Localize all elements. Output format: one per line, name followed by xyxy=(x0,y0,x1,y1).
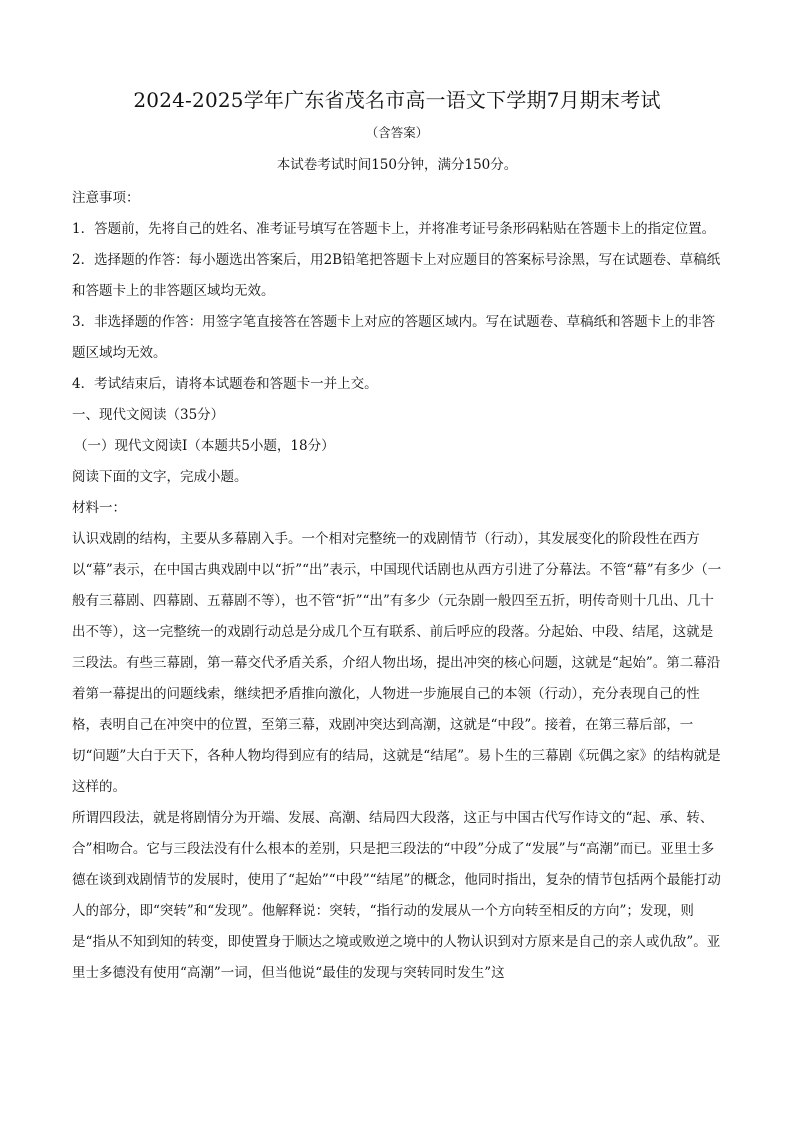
notice-item: 3．非选择题的作答：用签字笔直接答在答题卡上对应的答题区域内。写在试题卷、草稿纸和答题卡上的非答题区域均无效。 xyxy=(72,314,716,361)
notice-item: 2．选择题的作答：每小题选出答案后，用2B铅笔把答题卡上对应题目的答案标号涂黑，写在试题卷、草稿纸和答题卡上的非答题区域均无效。 xyxy=(72,252,721,299)
page-title: 2024-2025学年广东省茂名市高一语文下学期7月期末考试 xyxy=(133,88,661,112)
material-label: 材料一： xyxy=(72,500,126,516)
page-subtitle: （含答案） xyxy=(365,125,429,140)
document-body xyxy=(72,183,726,989)
reading-instruction: 阅读下面的文字，完成小题。 xyxy=(72,469,248,485)
section-subheading: （一）现代文阅读Ⅰ（本题共5小题，18分） xyxy=(74,438,335,454)
material-paragraph: 所谓四段法，就是将剧情分为开端、发展、高潮、结局四大段落，这正与中国古代写作诗文的“起、承、转、合”相吻合。它与三段法没有什么根本的差别，只是把三段法的“中段”分成了“发展”与“高潮”而已。亚里士多德在谈到戏剧情节的发展时，使用了“起始”“中段”“结尾”的概念，他同时指出，复杂的情节包括两个最能打动人的部分，即“突转”和“发现”。他解释说：突转，“指行动的发展从一个方向转至相反的方向”；发现，则是“指从不知到知的转变，即使置身于顺达之境或败逆之境中的人物认识到对方原来是自己的亲人或仇敌”。亚里士多德没有使用“高潮”一词，但当他说“最佳的发现与突转同时发生”这 xyxy=(72,810,721,981)
section-heading: 一、现代文阅读（35分） xyxy=(72,407,225,423)
material-paragraph: 认识戏剧的结构，主要从多幕剧入手。一个相对完整统一的戏剧情节（行动），其发展变化的阶段性在西方以“幕”表示，在中国古典戏剧中以“折”“出”表示，中国现代话剧也从西方引进了分幕法。不管“幕”有多少（一般有三幕剧、四幕剧、五幕剧不等），也不管“折”“出”有多少（元杂剧一般四至五折，明传奇则十几出、几十出不等），这一完整统一的戏剧行动总是分成几个互有联系、前后呼应的段落。分起始、中段、结尾，这就是三段法。有些三幕剧，第一幕交代矛盾关系，介绍人物出场，提出冲突的核心问题，这就是“起始”。第二幕沿着第一幕提出的问题线索，继续把矛盾推向激化，人物进一步施展自己的本领（行动），充分表现自己的性格，表明自己在冲突中的位置，至第三幕，戏剧冲突达到高潮，这就是“中段”。接着，在第三幕后部，一切“问题”大白于天下，各种人物均得到应有的结局，这就是“结尾”。易卜生的三幕剧《玩偶之家》的结构就是这样的。 xyxy=(72,531,722,795)
notice-item: 4．考试结束后，请将本试题卷和答题卡一并上交。 xyxy=(72,376,378,392)
notice-item: 1．答题前，先将自己的姓名、准考证号填写在答题卡上，并将准考证号条形码粘贴在答题卡上的指定位置。 xyxy=(72,221,716,237)
exam-time-note: 本试卷考试时间150分钟，满分150分。 xyxy=(276,157,518,173)
notice-heading: 注意事项： xyxy=(72,190,140,206)
